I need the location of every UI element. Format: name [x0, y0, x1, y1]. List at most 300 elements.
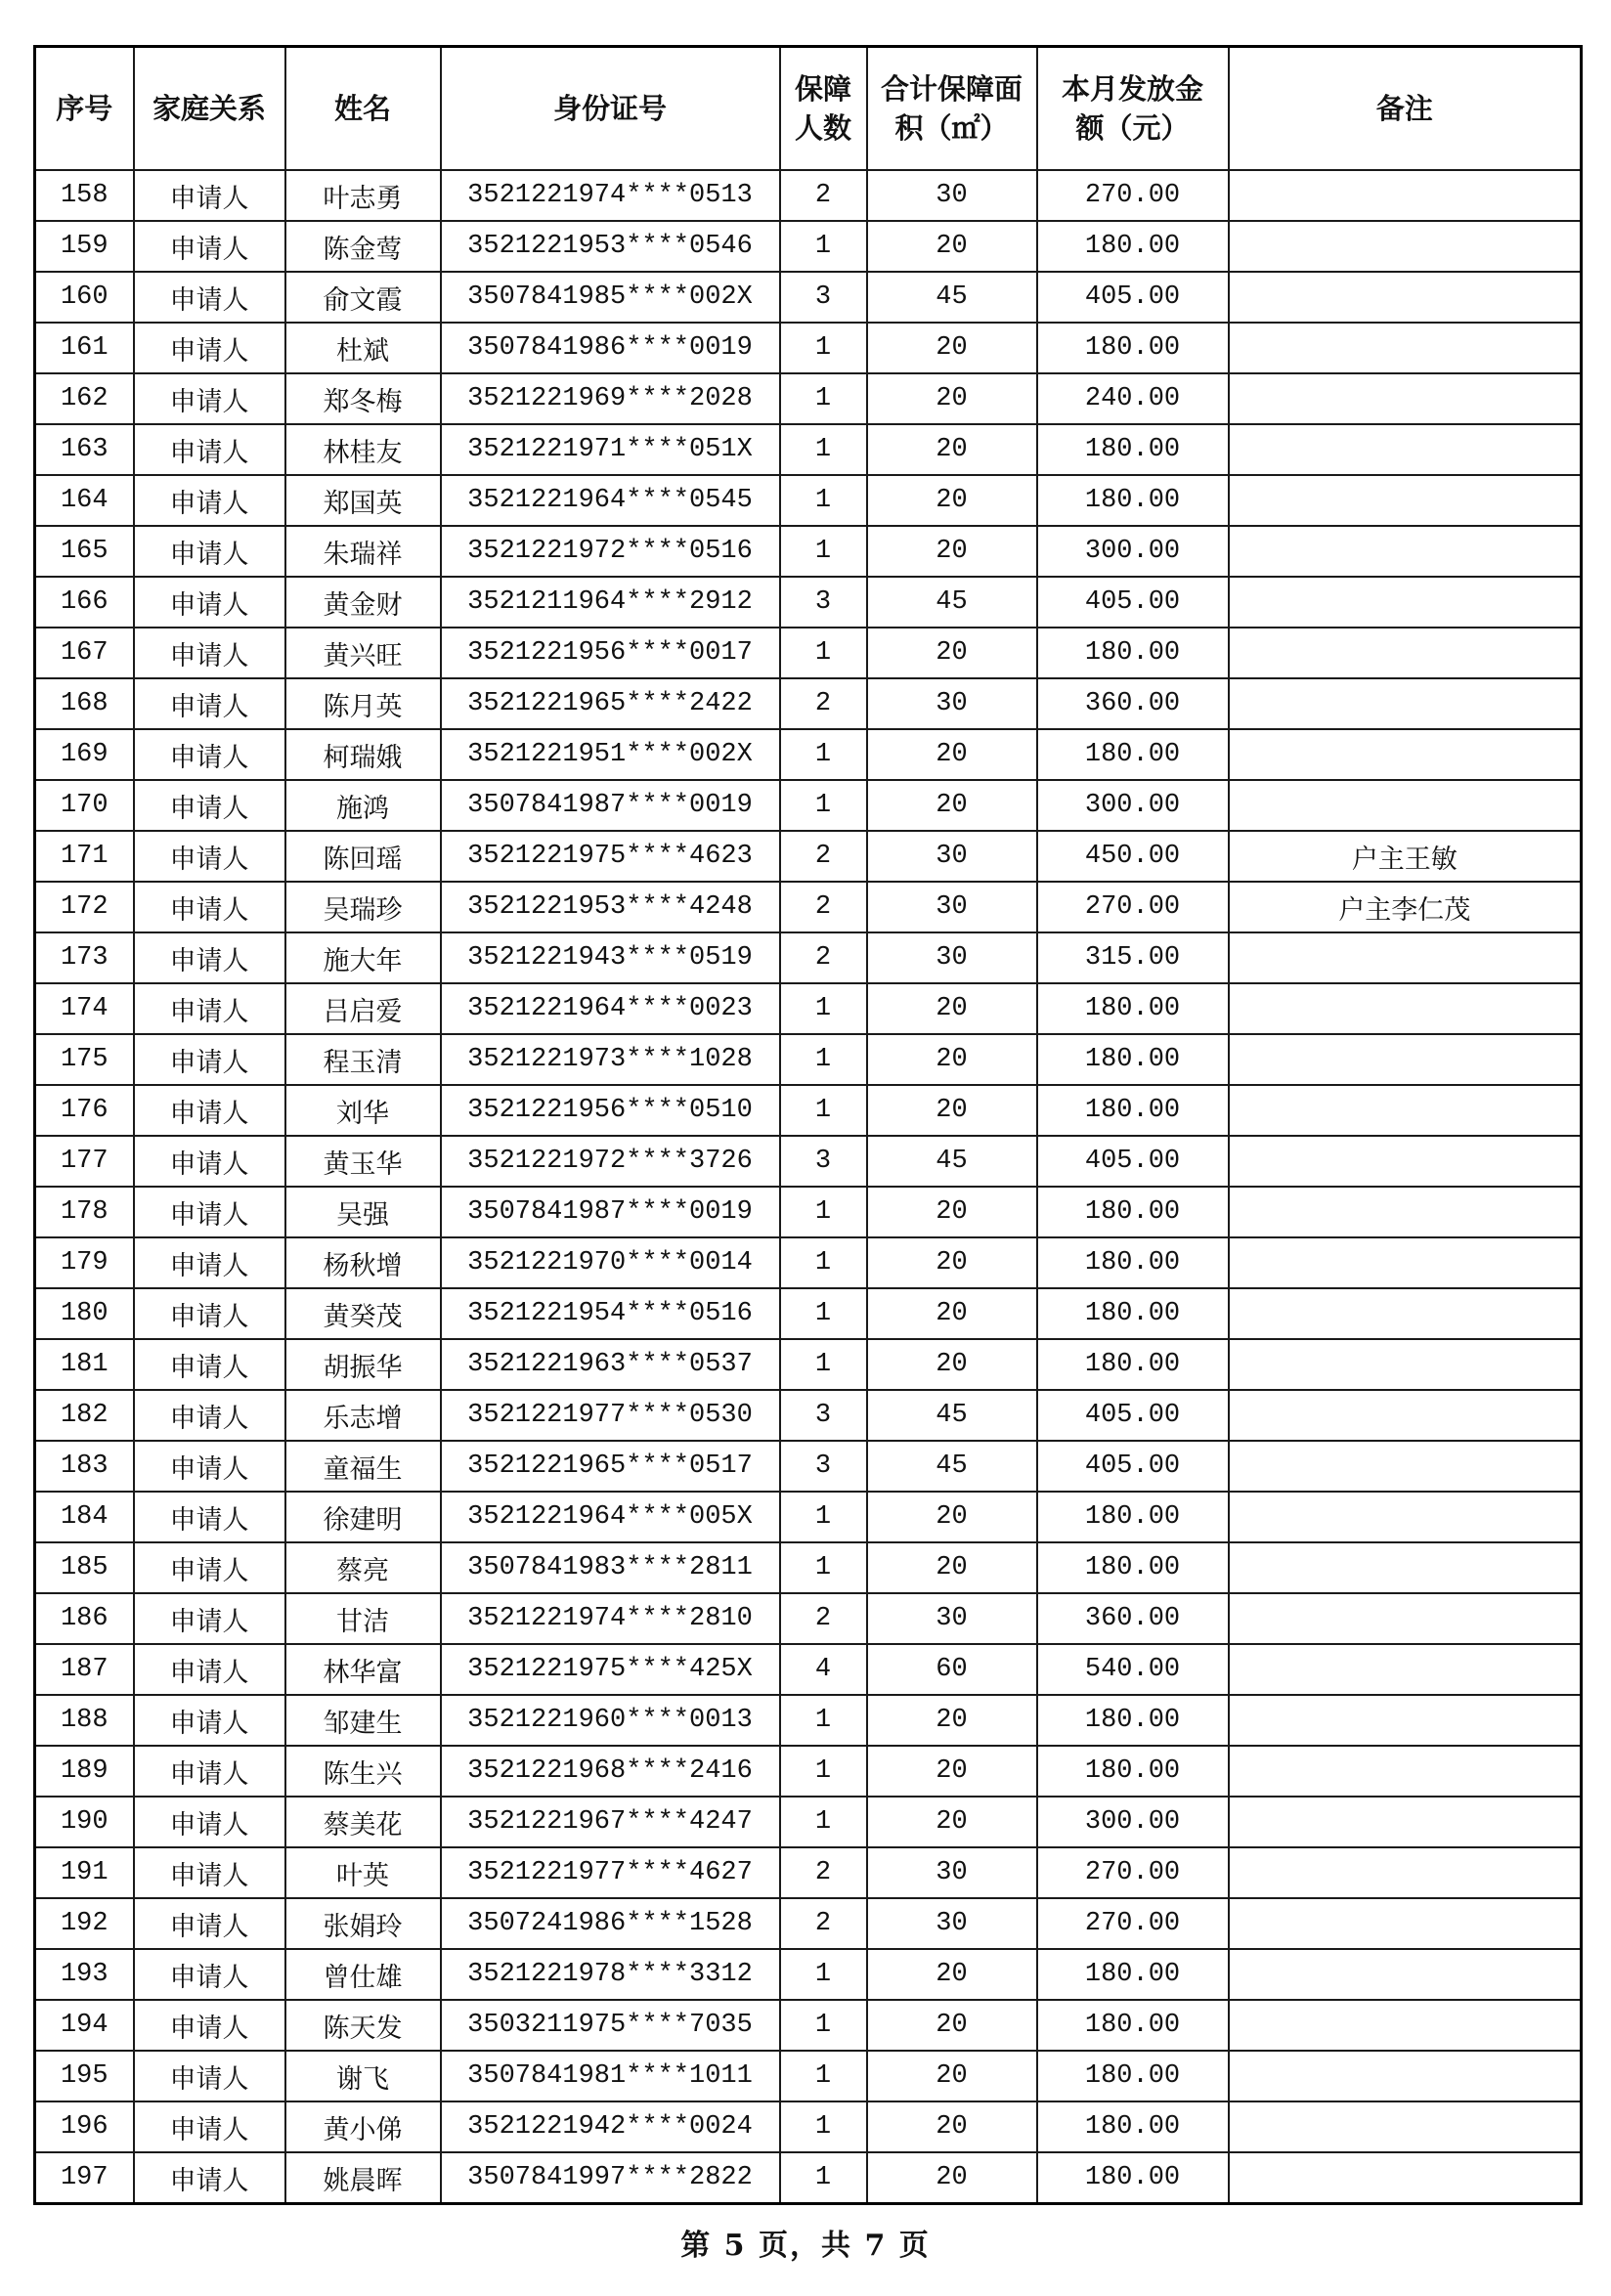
table-row [35, 323, 1582, 373]
cell-area: 20 [867, 1339, 1037, 1390]
table-row [35, 1847, 1582, 1898]
cell-amount: 315.00 [1037, 932, 1229, 983]
cell-relation: 申请人 [134, 272, 285, 323]
cell-persons: 2 [780, 1847, 867, 1898]
cell-id-number: 3521221960****0013 [441, 1695, 780, 1746]
cell-persons: 1 [780, 1237, 867, 1288]
cell-name: 黄兴旺 [285, 628, 441, 678]
cell-persons: 1 [780, 2051, 867, 2101]
cell-id-number: 3507241986****1528 [441, 1898, 780, 1949]
cell-id-number: 3521221974****0513 [441, 170, 780, 221]
cell-seq: 161 [35, 323, 134, 373]
cell-seq: 183 [35, 1441, 134, 1492]
cell-remark [1229, 983, 1582, 1034]
cell-id-number: 3521221977****0530 [441, 1390, 780, 1441]
cell-area: 45 [867, 1136, 1037, 1187]
cell-area: 20 [867, 1288, 1037, 1339]
cell-id-number: 3521221965****2422 [441, 678, 780, 729]
cell-relation: 申请人 [134, 932, 285, 983]
cell-seq: 174 [35, 983, 134, 1034]
cell-persons: 1 [780, 323, 867, 373]
cell-relation: 申请人 [134, 1441, 285, 1492]
cell-area: 30 [867, 1593, 1037, 1644]
cell-seq: 181 [35, 1339, 134, 1390]
table-row [35, 1237, 1582, 1288]
cell-name: 黄小俤 [285, 2101, 441, 2152]
cell-persons: 1 [780, 1339, 867, 1390]
cell-name: 甘洁 [285, 1593, 441, 1644]
cell-amount: 180.00 [1037, 1085, 1229, 1136]
cell-amount: 360.00 [1037, 1593, 1229, 1644]
cell-relation: 申请人 [134, 1949, 285, 2000]
cell-relation: 申请人 [134, 1034, 285, 1085]
cell-remark [1229, 1085, 1582, 1136]
cell-amount: 180.00 [1037, 2101, 1229, 2152]
cell-amount: 180.00 [1037, 323, 1229, 373]
cell-remark [1229, 170, 1582, 221]
cell-name: 黄玉华 [285, 1136, 441, 1187]
cell-persons: 1 [780, 983, 867, 1034]
cell-persons: 2 [780, 932, 867, 983]
cell-persons: 4 [780, 1644, 867, 1695]
table-row [35, 1492, 1582, 1542]
cell-id-number: 3507841987****0019 [441, 780, 780, 831]
cell-persons: 3 [780, 577, 867, 628]
cell-id-number: 3521221972****3726 [441, 1136, 780, 1187]
table-row [35, 1288, 1582, 1339]
cell-remark [1229, 2051, 1582, 2101]
cell-relation: 申请人 [134, 2000, 285, 2051]
cell-amount: 180.00 [1037, 2051, 1229, 2101]
cell-remark [1229, 1644, 1582, 1695]
cell-amount: 405.00 [1037, 1441, 1229, 1492]
cell-remark [1229, 628, 1582, 678]
table-row [35, 373, 1582, 424]
cell-persons: 2 [780, 678, 867, 729]
cell-id-number: 3521221964****0023 [441, 983, 780, 1034]
table-row [35, 1085, 1582, 1136]
cell-id-number: 3521221978****3312 [441, 1949, 780, 2000]
cell-remark [1229, 1847, 1582, 1898]
cell-area: 30 [867, 882, 1037, 932]
cell-relation: 申请人 [134, 1746, 285, 1797]
cell-remark [1229, 1288, 1582, 1339]
cell-relation: 申请人 [134, 983, 285, 1034]
cell-area: 20 [867, 628, 1037, 678]
cell-name: 施鸿 [285, 780, 441, 831]
cell-area: 20 [867, 1034, 1037, 1085]
cell-relation: 申请人 [134, 323, 285, 373]
cell-name: 叶英 [285, 1847, 441, 1898]
cell-persons: 1 [780, 2152, 867, 2204]
cell-name: 胡振华 [285, 1339, 441, 1390]
cell-name: 徐建明 [285, 1492, 441, 1542]
table-row [35, 1898, 1582, 1949]
cell-seq: 167 [35, 628, 134, 678]
cell-seq: 160 [35, 272, 134, 323]
cell-amount: 180.00 [1037, 2000, 1229, 2051]
cell-amount: 270.00 [1037, 170, 1229, 221]
cell-amount: 180.00 [1037, 628, 1229, 678]
cell-relation: 申请人 [134, 1898, 285, 1949]
cell-remark [1229, 1339, 1582, 1390]
table-row [35, 577, 1582, 628]
cell-amount: 240.00 [1037, 373, 1229, 424]
cell-name: 蔡亮 [285, 1542, 441, 1593]
cell-relation: 申请人 [134, 1288, 285, 1339]
cell-persons: 3 [780, 1441, 867, 1492]
cell-id-number: 3521221977****4627 [441, 1847, 780, 1898]
cell-remark: 户主王敏 [1229, 831, 1582, 882]
cell-seq: 177 [35, 1136, 134, 1187]
cell-relation: 申请人 [134, 424, 285, 475]
header-row [35, 47, 1582, 171]
cell-area: 20 [867, 1797, 1037, 1847]
cell-seq: 168 [35, 678, 134, 729]
cell-persons: 3 [780, 1136, 867, 1187]
cell-area: 45 [867, 577, 1037, 628]
cell-area: 30 [867, 678, 1037, 729]
cell-name: 杨秋增 [285, 1237, 441, 1288]
cell-name: 俞文霞 [285, 272, 441, 323]
cell-id-number: 3521221943****0519 [441, 932, 780, 983]
cell-area: 30 [867, 1847, 1037, 1898]
table-row [35, 272, 1582, 323]
cell-area: 30 [867, 1898, 1037, 1949]
cell-remark [1229, 1237, 1582, 1288]
cell-area: 20 [867, 526, 1037, 577]
table-row [35, 1695, 1582, 1746]
cell-amount: 180.00 [1037, 424, 1229, 475]
cell-remark [1229, 475, 1582, 526]
cell-persons: 2 [780, 882, 867, 932]
cell-relation: 申请人 [134, 170, 285, 221]
cell-seq: 186 [35, 1593, 134, 1644]
cell-name: 谢飞 [285, 2051, 441, 2101]
cell-name: 施大年 [285, 932, 441, 983]
cell-id-number: 3503211975****7035 [441, 2000, 780, 2051]
cell-amount: 300.00 [1037, 780, 1229, 831]
cell-remark [1229, 678, 1582, 729]
cell-persons: 1 [780, 1695, 867, 1746]
cell-amount: 405.00 [1037, 1390, 1229, 1441]
cell-amount: 180.00 [1037, 1695, 1229, 1746]
cell-seq: 158 [35, 170, 134, 221]
cell-name: 朱瑞祥 [285, 526, 441, 577]
cell-seq: 187 [35, 1644, 134, 1695]
cell-area: 45 [867, 272, 1037, 323]
cell-name: 陈天发 [285, 2000, 441, 2051]
cell-relation: 申请人 [134, 1085, 285, 1136]
table-row [35, 678, 1582, 729]
cell-seq: 163 [35, 424, 134, 475]
cell-relation: 申请人 [134, 1136, 285, 1187]
cell-seq: 189 [35, 1746, 134, 1797]
cell-remark [1229, 2152, 1582, 2204]
cell-remark [1229, 221, 1582, 272]
cell-persons: 1 [780, 1542, 867, 1593]
table-row [35, 424, 1582, 475]
cell-id-number: 3521221953****0546 [441, 221, 780, 272]
cell-persons: 1 [780, 221, 867, 272]
cell-remark [1229, 1797, 1582, 1847]
cell-seq: 194 [35, 2000, 134, 2051]
table-row [35, 526, 1582, 577]
header-persons: 保障人数 [780, 47, 867, 171]
cell-seq: 184 [35, 1492, 134, 1542]
cell-amount: 540.00 [1037, 1644, 1229, 1695]
cell-area: 45 [867, 1390, 1037, 1441]
cell-persons: 1 [780, 373, 867, 424]
cell-id-number: 3521221975****425X [441, 1644, 780, 1695]
cell-relation: 申请人 [134, 1695, 285, 1746]
cell-amount: 180.00 [1037, 1034, 1229, 1085]
cell-name: 陈金莺 [285, 221, 441, 272]
cell-relation: 申请人 [134, 780, 285, 831]
table-row [35, 1187, 1582, 1237]
cell-seq: 191 [35, 1847, 134, 1898]
cell-seq: 164 [35, 475, 134, 526]
cell-amount: 270.00 [1037, 1898, 1229, 1949]
cell-seq: 170 [35, 780, 134, 831]
cell-persons: 1 [780, 628, 867, 678]
cell-name: 林桂友 [285, 424, 441, 475]
cell-area: 20 [867, 221, 1037, 272]
table-body [35, 170, 1582, 2204]
cell-relation: 申请人 [134, 831, 285, 882]
cell-name: 陈月英 [285, 678, 441, 729]
page-number: 第 5 页，共 7 页 [680, 2229, 931, 2263]
cell-seq: 173 [35, 932, 134, 983]
cell-area: 30 [867, 932, 1037, 983]
cell-id-number: 3521221971****051X [441, 424, 780, 475]
subsidy-roster-table [33, 45, 1583, 2205]
cell-remark [1229, 729, 1582, 780]
cell-persons: 2 [780, 831, 867, 882]
cell-id-number: 3521221951****002X [441, 729, 780, 780]
cell-seq: 178 [35, 1187, 134, 1237]
header-relation: 家庭关系 [134, 47, 285, 171]
cell-remark [1229, 577, 1582, 628]
table-row [35, 1949, 1582, 2000]
table-row [35, 1441, 1582, 1492]
cell-area: 20 [867, 1542, 1037, 1593]
cell-seq: 196 [35, 2101, 134, 2152]
cell-seq: 182 [35, 1390, 134, 1441]
cell-amount: 405.00 [1037, 272, 1229, 323]
cell-id-number: 3521221972****0516 [441, 526, 780, 577]
cell-relation: 申请人 [134, 1847, 285, 1898]
cell-persons: 1 [780, 1288, 867, 1339]
cell-name: 杜斌 [285, 323, 441, 373]
cell-area: 20 [867, 1085, 1037, 1136]
cell-name: 黄金财 [285, 577, 441, 628]
cell-amount: 180.00 [1037, 983, 1229, 1034]
cell-id-number: 3521221969****2028 [441, 373, 780, 424]
cell-relation: 申请人 [134, 628, 285, 678]
cell-name: 乐志增 [285, 1390, 441, 1441]
cell-area: 20 [867, 2000, 1037, 2051]
cell-remark [1229, 1136, 1582, 1187]
table-row [35, 983, 1582, 1034]
cell-id-number: 3521221970****0014 [441, 1237, 780, 1288]
table-row [35, 2101, 1582, 2152]
cell-id-number: 3507841981****1011 [441, 2051, 780, 2101]
cell-amount: 405.00 [1037, 577, 1229, 628]
table-row [35, 1390, 1582, 1441]
cell-remark [1229, 373, 1582, 424]
cell-id-number: 3521221956****0510 [441, 1085, 780, 1136]
table-row [35, 882, 1582, 932]
cell-id-number: 3521221942****0024 [441, 2101, 780, 2152]
header-id-number: 身份证号 [441, 47, 780, 171]
cell-name: 蔡美花 [285, 1797, 441, 1847]
cell-remark [1229, 2000, 1582, 2051]
cell-seq: 166 [35, 577, 134, 628]
table-row [35, 221, 1582, 272]
cell-persons: 1 [780, 475, 867, 526]
cell-amount: 405.00 [1037, 1136, 1229, 1187]
cell-relation: 申请人 [134, 1390, 285, 1441]
cell-remark [1229, 424, 1582, 475]
cell-area: 20 [867, 424, 1037, 475]
header-area: 合计保障面积（㎡） [867, 47, 1037, 171]
cell-amount: 180.00 [1037, 2152, 1229, 2204]
cell-amount: 180.00 [1037, 1542, 1229, 1593]
header-seq: 序号 [35, 47, 134, 171]
cell-name: 叶志勇 [285, 170, 441, 221]
cell-id-number: 3521221965****0517 [441, 1441, 780, 1492]
cell-persons: 2 [780, 1898, 867, 1949]
cell-relation: 申请人 [134, 882, 285, 932]
cell-id-number: 3521221975****4623 [441, 831, 780, 882]
table-row [35, 2000, 1582, 2051]
cell-area: 30 [867, 831, 1037, 882]
cell-persons: 3 [780, 1390, 867, 1441]
cell-amount: 180.00 [1037, 221, 1229, 272]
cell-seq: 179 [35, 1237, 134, 1288]
table-row [35, 780, 1582, 831]
cell-persons: 1 [780, 526, 867, 577]
cell-seq: 180 [35, 1288, 134, 1339]
cell-id-number: 3507841987****0019 [441, 1187, 780, 1237]
cell-area: 20 [867, 323, 1037, 373]
table-row [35, 1542, 1582, 1593]
cell-area: 20 [867, 780, 1037, 831]
cell-remark [1229, 1187, 1582, 1237]
cell-relation: 申请人 [134, 1237, 285, 1288]
cell-remark [1229, 932, 1582, 983]
cell-persons: 2 [780, 170, 867, 221]
cell-remark [1229, 1695, 1582, 1746]
cell-id-number: 3507841986****0019 [441, 323, 780, 373]
cell-seq: 188 [35, 1695, 134, 1746]
cell-persons: 1 [780, 2000, 867, 2051]
cell-name: 邹建生 [285, 1695, 441, 1746]
cell-relation: 申请人 [134, 577, 285, 628]
cell-name: 柯瑞娥 [285, 729, 441, 780]
cell-amount: 180.00 [1037, 1288, 1229, 1339]
cell-area: 20 [867, 983, 1037, 1034]
cell-area: 20 [867, 2101, 1037, 2152]
cell-persons: 1 [780, 729, 867, 780]
cell-seq: 171 [35, 831, 134, 882]
cell-seq: 159 [35, 221, 134, 272]
cell-persons: 1 [780, 780, 867, 831]
header-remark: 备注 [1229, 47, 1582, 171]
cell-amount: 360.00 [1037, 678, 1229, 729]
cell-name: 张娟玲 [285, 1898, 441, 1949]
cell-persons: 1 [780, 1949, 867, 2000]
table-row [35, 1593, 1582, 1644]
cell-name: 陈回瑶 [285, 831, 441, 882]
cell-remark [1229, 780, 1582, 831]
cell-name: 吕启爱 [285, 983, 441, 1034]
cell-name: 姚晨晖 [285, 2152, 441, 2204]
cell-relation: 申请人 [134, 1644, 285, 1695]
cell-area: 20 [867, 2051, 1037, 2101]
cell-persons: 2 [780, 1593, 867, 1644]
table-row [35, 2051, 1582, 2101]
cell-relation: 申请人 [134, 1492, 285, 1542]
cell-persons: 1 [780, 1187, 867, 1237]
cell-relation: 申请人 [134, 1187, 285, 1237]
cell-name: 程玉清 [285, 1034, 441, 1085]
cell-area: 45 [867, 1441, 1037, 1492]
table-row [35, 729, 1582, 780]
cell-remark [1229, 1034, 1582, 1085]
cell-relation: 申请人 [134, 221, 285, 272]
cell-seq: 176 [35, 1085, 134, 1136]
cell-remark [1229, 1593, 1582, 1644]
cell-remark [1229, 1390, 1582, 1441]
table-row [35, 932, 1582, 983]
cell-area: 60 [867, 1644, 1037, 1695]
cell-relation: 申请人 [134, 526, 285, 577]
cell-name: 吴瑞珍 [285, 882, 441, 932]
cell-persons: 1 [780, 1797, 867, 1847]
cell-remark [1229, 1441, 1582, 1492]
cell-relation: 申请人 [134, 729, 285, 780]
cell-amount: 270.00 [1037, 1847, 1229, 1898]
cell-remark [1229, 1492, 1582, 1542]
cell-amount: 180.00 [1037, 1746, 1229, 1797]
table-row [35, 1339, 1582, 1390]
table-row [35, 1644, 1582, 1695]
cell-area: 20 [867, 1695, 1037, 1746]
cell-relation: 申请人 [134, 475, 285, 526]
cell-seq: 190 [35, 1797, 134, 1847]
cell-amount: 180.00 [1037, 1492, 1229, 1542]
cell-area: 20 [867, 475, 1037, 526]
cell-seq: 169 [35, 729, 134, 780]
cell-amount: 180.00 [1037, 1187, 1229, 1237]
cell-remark [1229, 1746, 1582, 1797]
cell-id-number: 3507841985****002X [441, 272, 780, 323]
cell-area: 20 [867, 1746, 1037, 1797]
cell-amount: 180.00 [1037, 1237, 1229, 1288]
cell-amount: 180.00 [1037, 1339, 1229, 1390]
cell-relation: 申请人 [134, 2152, 285, 2204]
cell-remark [1229, 1542, 1582, 1593]
cell-id-number: 3521221956****0017 [441, 628, 780, 678]
cell-seq: 185 [35, 1542, 134, 1593]
cell-persons: 1 [780, 1746, 867, 1797]
cell-amount: 450.00 [1037, 831, 1229, 882]
cell-remark: 户主李仁茂 [1229, 882, 1582, 932]
cell-amount: 270.00 [1037, 882, 1229, 932]
cell-seq: 162 [35, 373, 134, 424]
